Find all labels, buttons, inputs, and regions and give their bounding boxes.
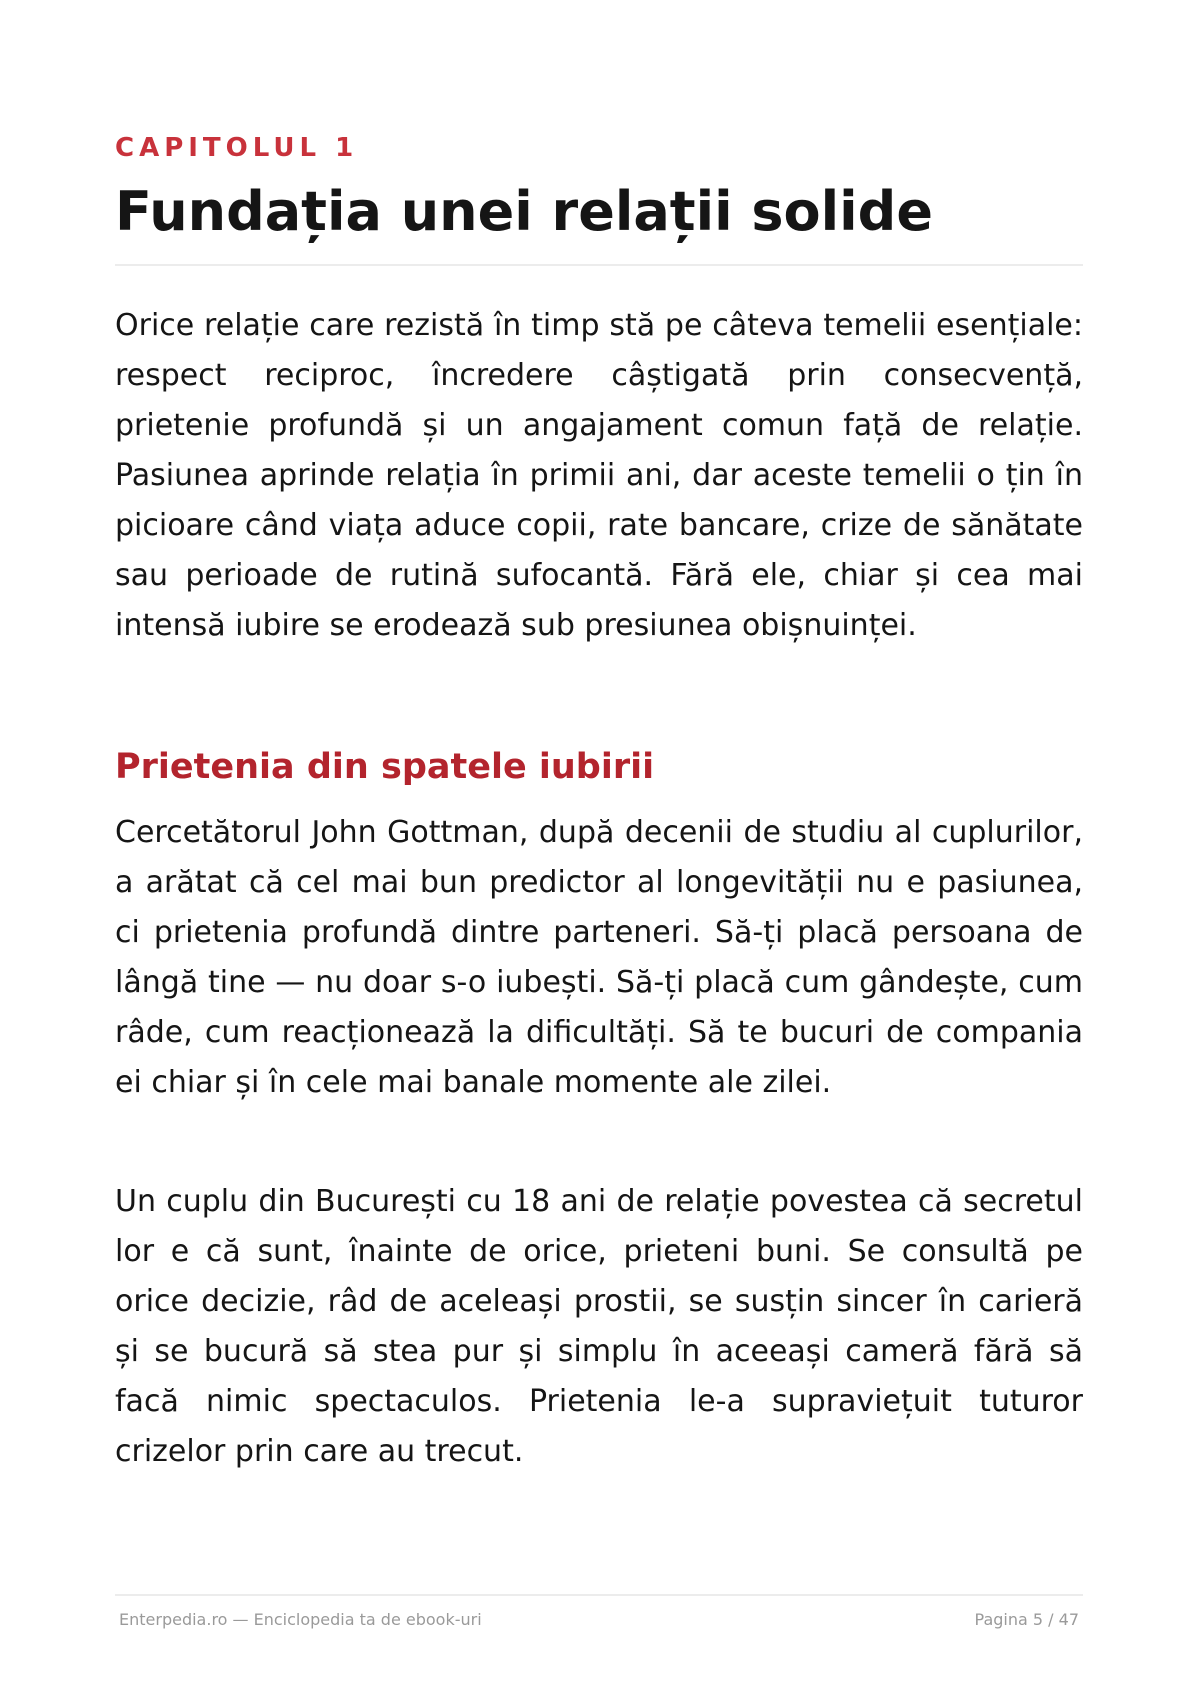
footer-divider xyxy=(115,1594,1083,1596)
section-paragraph-1: Cercetătorul John Gottman, după decenii de studiu al cuplurilor, a arătat că cel mai bun predictor al longevității nu e pasiunea, ci prietenia profundă dintre parteneri. Să-ți placă persoana de lângă tine — nu doar s-o iubești. Să-ți placă cum gândește, cum râde, cum reacționează la dificultăți. Să te bucuri de compania ei chiar și în cele mai banale momente ale zilei. xyxy=(115,815,1083,1100)
chapter-label: CAPITOLUL 1 xyxy=(115,133,359,163)
footer-site: Enterpedia.ro — Enciclopedia ta de ebook-uri xyxy=(119,1610,482,1629)
chapter-title: Fundația unei relații solide xyxy=(115,180,933,243)
document-page xyxy=(115,0,1083,1683)
intro-paragraph: Orice relație care rezistă în timp stă pe câteva temelii esențiale: respect reciproc, încredere câștigată prin consecvență, prietenie profundă și un angajament comun față de relație. Pasiunea aprinde relația în primii ani, dar aceste temelii o țin în picioare când viața aduce copii, rate bancare, crize de sănătate sau perioade de rutină sufocantă. Fără ele, chiar și cea mai intensă iubire se erodează sub presiunea obișnuinței. xyxy=(115,308,1083,643)
section-heading: Prietenia din spatele iubirii xyxy=(115,747,655,787)
footer-page-number: Pagina 5 / 47 xyxy=(974,1610,1079,1629)
title-divider xyxy=(115,264,1083,266)
section-paragraph-2: Un cuplu din București cu 18 ani de relație povestea că secretul lor e că sunt, înainte de orice, prieteni buni. Se consultă pe orice decizie, râd de aceleași prostii, se susțin sincer în carieră și se bucură să stea pur și simplu în aceeași cameră fără să facă nimic spectaculos. Prietenia le-a supraviețuit tuturor crizelor prin care au trecut. xyxy=(115,1184,1083,1469)
